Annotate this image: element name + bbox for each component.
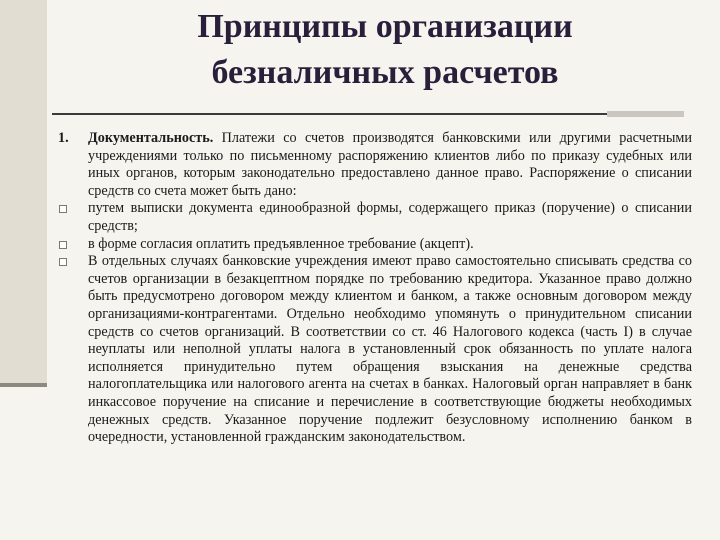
slide-title-line-2: безналичных расчетов (211, 54, 559, 91)
bullet-text: путем выписки документа единообразной формы, содержащего приказ (поручение) о списании средств; (88, 200, 692, 234)
item-text: Платежи со счетов производятся банковскими или другими расчетными учреждениями только по письменному распоряжению клиентов либо по приказу судебных или иных органов, которым законодательно предоставлено данное право. Распоряжение о списании средств со счета может быть дано: (88, 130, 692, 199)
square-bullet-icon (59, 258, 67, 266)
slide-title (60, 4, 710, 96)
numbered-item-1 (58, 130, 692, 200)
bullet-item-1 (58, 200, 692, 235)
item-heading: Документальность. (88, 130, 214, 146)
square-bullet-icon (59, 241, 67, 249)
side-decor-bar (0, 0, 47, 383)
title-divider (52, 113, 607, 115)
bullet-item-2 (58, 236, 692, 254)
item-number: 1. (58, 130, 69, 146)
side-decor-bar-edge (0, 383, 47, 387)
bullet-text: в форме согласия оплатить предъявленное требование (акцепт). (88, 235, 474, 252)
title-divider-accent (607, 111, 684, 117)
slide-body (58, 130, 692, 447)
slide-title-line-1: Принципы организации (197, 8, 573, 45)
bullet-text: В отдельных случаях банковские учреждения имеют право самостоятельно списывать средства со счетов организации в безакцептном порядке по требованию кредитора. Указанное право должно быть предусмотрено договором между клиентом и банком, а также основным договором между организациями-контрагентами. Отдельно необходимо упомянуть о принудительном списании средств со счетов организаций. В соответствии со ст. 46 Налогового кодекса (часть I) в случае неуплаты или неполной уплаты налога в установленный срок обязанность по уплате налога исполняется принудительно путем обращения взыскания на денежные средства налогоплательщика или налогового агента на счетах в банках. Налоговый орган направляет в банк инкассовое поручение на списание и перечисление в соответствующие бюджеты необходимых денежных средств. Указанное поручение подлежит безусловному исполнению банком в очередности, установленной гражданским законодательством. (88, 253, 692, 446)
square-bullet-icon (59, 205, 67, 213)
bullet-item-3 (58, 253, 692, 447)
